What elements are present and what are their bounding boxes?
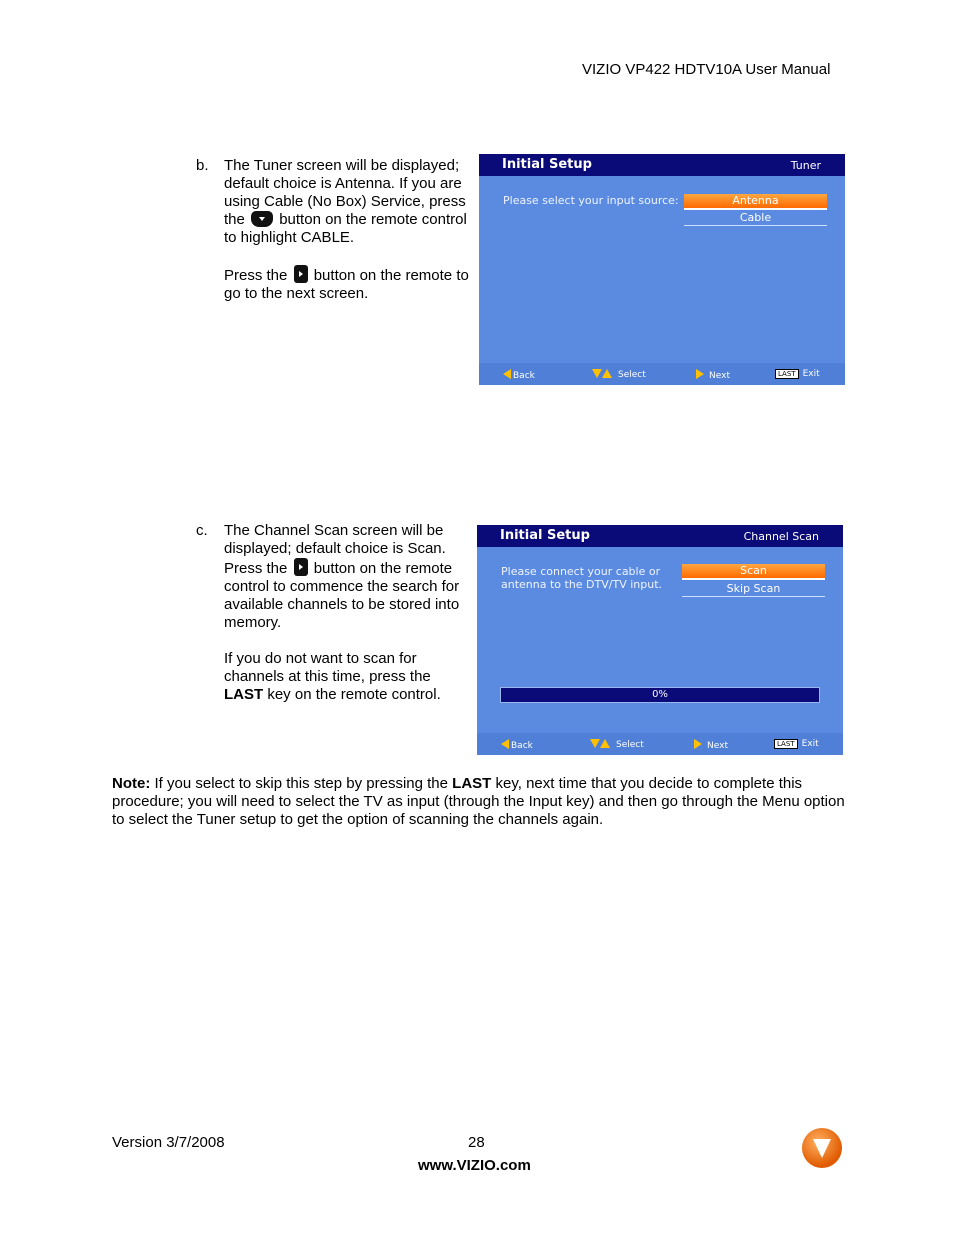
osd-footer [479,363,845,385]
osd-next-label: Next [709,371,730,381]
osd-exit-hint [775,369,820,379]
up-down-arrows-icon [590,739,600,748]
remote-right-button-icon [294,558,308,576]
step-c-text-part: key on the remote control. [267,686,441,703]
step-c-text [224,522,472,704]
page-number: 28 [468,1134,485,1151]
up-down-arrows-icon [602,369,612,378]
note-paragraph [112,775,852,829]
osd-title: Initial Setup [502,157,592,172]
osd-screen-name: Tuner [790,159,821,172]
step-c-text-part: The Channel Scan screen will be displayed; default choice is Scan. Press the [224,522,446,577]
scan-progress-label: 0% [652,689,668,700]
right-arrow-icon [696,369,704,379]
remote-down-button-icon [251,211,273,227]
step-b-text-part: Press the [224,267,288,284]
step-b-paragraph-1 [224,157,472,247]
footer-version: Version 3/7/2008 [112,1134,225,1151]
step-b-text-part: button on the remote control to highlight CABLE. [224,211,467,246]
osd-back-label: Back [513,371,535,381]
note-text: key, next time that you decide to complete this procedure; you will need to select the TV as input (through the Input key) and then go through the Menu option to select the Tuner setup to get the option of scanning the channels again. [112,775,845,828]
osd-exit-label: Exit [802,369,820,379]
osd-next-label: Next [707,741,728,751]
osd-next-hint [694,739,728,751]
last-key-name: LAST [224,686,264,703]
channel-scan-osd-screenshot [477,525,843,755]
osd-title-bar [479,154,845,176]
osd-option-skip-scan[interactable]: Skip Scan [682,582,825,597]
note-text: If you select to skip this step by pressing the [154,775,448,792]
step-c-text-part: button on the remote control to commence the search for available channels to be stored into memory. [224,560,460,631]
step-b-text-part: The Tuner screen will be displayed; default choice is Antenna. If you are using Cable (No Box) Service, press the [224,157,466,228]
scan-progress-bar [500,687,820,703]
right-arrow-icon [694,739,702,749]
osd-exit-hint [774,739,819,749]
osd-next-hint [696,369,730,381]
step-c-paragraph-1 [224,522,472,632]
step-c-text-part: If you do not want to scan for channels at this time, press the [224,650,431,685]
remote-right-button-icon [294,265,308,283]
step-b-letter: b. [196,157,209,174]
osd-back-label: Back [511,741,533,751]
osd-screen-name: Channel Scan [743,530,819,543]
osd-back-hint [501,739,533,751]
osd-select-hint [592,369,646,380]
note-label: Note: [112,775,151,792]
osd-back-hint [503,369,535,381]
left-arrow-icon [503,369,511,379]
up-down-arrows-icon [592,369,602,378]
osd-select-hint [590,739,644,750]
osd-select-label: Select [616,740,644,750]
step-c-paragraph-2 [224,650,472,704]
osd-exit-label: Exit [801,739,819,749]
left-arrow-icon [501,739,509,749]
osd-prompt-line: antenna to the DTV/TV input. [501,578,663,591]
osd-footer [477,733,843,755]
osd-option-scan[interactable]: Scan [682,564,825,580]
step-c-letter: c. [196,522,208,539]
step-b-text [224,157,472,303]
step-b-paragraph-2 [224,265,472,303]
osd-prompt-line: Please connect your cable or [501,565,661,578]
osd-title: Initial Setup [500,528,590,543]
osd-prompt: Please select your input source: [503,194,679,207]
osd-prompt [501,565,662,591]
osd-option-cable[interactable]: Cable [684,211,827,226]
step-b-text-part: button on the remote to go to the next screen. [224,267,469,302]
vizio-logo-icon [802,1128,842,1168]
note-last-key: LAST [452,775,492,792]
osd-select-label: Select [618,370,646,380]
up-down-arrows-icon [600,739,610,748]
osd-option-antenna[interactable]: Antenna [684,194,827,210]
osd-title-bar [477,525,843,547]
last-key-icon: LAST [775,369,799,379]
footer-url[interactable]: www.VIZIO.com [418,1157,531,1174]
manual-header-title: VIZIO VP422 HDTV10A User Manual [582,61,831,78]
tuner-osd-screenshot [479,154,845,385]
last-key-icon: LAST [774,739,798,749]
